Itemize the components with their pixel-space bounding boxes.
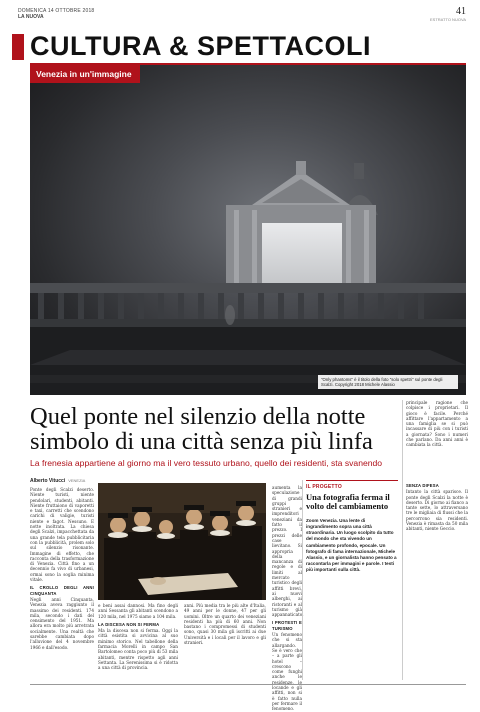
column-4-text: aumenta la speculazione di grandi gruppi stranieri e imprenditori veneziani da fatto il prezzo. I prezzi delle case lievitano. Si appropria della mancanza di regole e di limiti al mercato turistico degli affitti brevi, ai nuovi alberghi, ai ristoranti e al turismo già appannaticato. (272, 485, 304, 618)
article-column-6 (406, 480, 468, 533)
article-column-1 (30, 487, 94, 651)
page-footer-rule (30, 684, 466, 685)
column-divider (302, 480, 303, 680)
sidebar-text: Zoom Venezia. Una lente di ingrandimento sopra una città straordinaria. Un luogo scolpito da tutto del mondo che sta vivendo un cambiamento profondo, epocale. Un fotografo di fama internazionale, Michele Alassio, e un giornalista hanno pensato a raccontarla per immagini e parole. I testi più importanti sulla città. (306, 517, 397, 573)
newspaper-name: LA NUOVA (18, 14, 44, 20)
column-4-text-2: Un fenomeno che si sta allargando. Se è vero che – a parte gli hotel – crescono come funghi anche le residenze, le locande e gli affitti, non si è fatto nulla per fermare il fenomeno. (272, 632, 302, 712)
main-photo (30, 65, 466, 395)
section-title: CULTURA & SPETTACOLI (30, 31, 371, 61)
photo-caption: "Only phantoms" è il titolo della foto "solo spettri" sul ponte degli Scalzi. Copyright 2018 Michele Alassio (318, 375, 458, 389)
column-4-subhead: I PROTESTI E TURISMO (272, 620, 302, 631)
article-standfirst: La frenesia appartiene al giorno ma il vero tessuto urbano, quello dei residenti, sta svanendo (30, 458, 383, 468)
sidebar-title: Una fotografia ferma il volto del cambiamento (306, 492, 390, 512)
column-2-text-2: Ma la discesa non si ferma. Oggi la città esistita si avvicina al suo minimo storico. Nel tabellone della farmacia Morelli in campo San Bartolomeo conta poco più di 53 mila abitanti, mentre rispetto agli anni Settanta. La Serenissima si è ridotta a una città di provincia. (98, 628, 178, 671)
page-header (18, 6, 466, 22)
sidebar-rule (306, 480, 398, 481)
column-2-subhead: LA DISCESA NON SI FERMA (98, 621, 160, 627)
byline (30, 478, 85, 484)
column-1-subhead: IL CROLLO DEGLI ANNI CINQUANTA (30, 585, 94, 596)
section-header (30, 30, 466, 62)
sidebar-kicker: IL PROGETTO (306, 484, 342, 490)
column-1-text: Ponte degli Scalzi deserto. Niente turisti, niente pendolari, studenti, abitanti. Niente fruttaiono di vaporetti e taxi, carretti che scendono carichi di valigie, turisti niente e fagot. Nessuno. E notte inoltrata. La chiesa degli Scalzi, impacchettata da una grande tela pubblicitaria con la pubblicità, prolem solo sul silenzio risonante. Immagine di effetto, che racconta della trasformazione di Venezia. Città fino a un decennio fa vivo di urbanesi, ormai sono la soglia minima vitale. (30, 487, 95, 583)
column-3-text: anni. Più media tra le più alte d'Italia, 49 anni per le donne, 47 per gli uomini. Oltre un quarto dei veneziani residenti ha più di 60 anni. Non bastano i compromessi di studenti sono, quasi 30 mila gli iscritti ai due Università e i locali per il lavoro e gli stranieri. (184, 603, 266, 646)
column-divider (402, 400, 403, 680)
article-column-4 (272, 485, 302, 712)
issue-date: DOMENICA 14 OTTOBRE 2018 (18, 8, 95, 14)
photo-label: Venezia in un'immagine (30, 65, 140, 83)
article-headline: Quel ponte nel silenzio della notte simbolo di una città senza più linfa (30, 403, 373, 455)
column-6-subhead: SENZA DIFESA (406, 483, 439, 488)
sidebar-box (306, 480, 398, 574)
painting-graphic (98, 483, 266, 600)
right-column-top-text: principale ragione che colpisce i proprietari. Il gioco è facile. Perché affittare l'appartamento a una famiglia se si può incassare di più con i turisti a giornata? Sono i numeri che parlano. Da anni anni è cambiata la città. (406, 400, 468, 448)
byline-location: VENEZIA (68, 478, 86, 483)
article-painting (98, 483, 266, 600)
section-marker (12, 34, 24, 60)
column-2-text: e beni assai dannosi. Ma fino degli anni Sessanta gli abitanti scendono a 120 mila, nel 1975 siamo a 104 mila. (98, 603, 178, 619)
page-sub-label: ESTRATTO NUOVA (429, 17, 466, 22)
church-photo-graphic (30, 65, 466, 395)
article-column-2 (98, 603, 178, 672)
column-1-text-2: Negli anni Cinquanta, Venezia aveva raggiunto il massimo dei residenti. 174 mila, secondo i dati del censimento del 1951. Ma allora era molto più arretrata socialmente. Una realtà che sarebbe cambiata dopo l'alluvione del 4 novembre 1966 e dall'esodo. (30, 596, 94, 650)
article-column-3 (184, 603, 266, 646)
column-6-text: Intanto la città sparisce. Il ponte degli Scalzi la notte è deserto. Di giorno ai fianco a tante sette, lo attraversano tre le migliaia di flussi che la percorrono sia residenti. Venezia è rimasta da 50 mila abitanti, niente Geccio. (406, 489, 468, 532)
byline-author: Alberto Vitucci (30, 478, 66, 484)
right-column-top (406, 400, 468, 449)
page-number: 41 (456, 6, 466, 17)
